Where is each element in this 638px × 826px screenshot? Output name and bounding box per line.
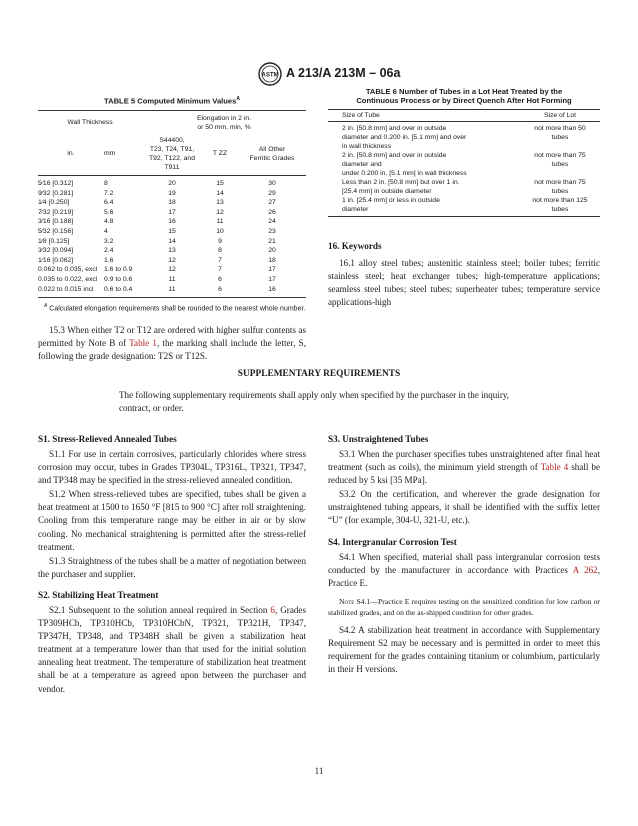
table-row — [38, 256, 306, 266]
table-cell-size: 2 in. [50.8 mm] and over in outside diameter and 0.200 in. [5.1 mm] and over in wall thickness — [342, 124, 467, 150]
table-cell: 17 — [268, 275, 276, 283]
s4-2: S4.2 A stabilization heat treatment in accordance with Supplementary Requirement S2 may be necessary and is permitted in order to meet this requirement for the grades containing titanium or columbium, particularly in their H versions. — [328, 624, 600, 675]
supplementary-intro: The following supplementary requirements shall apply only when specified by the purchaser in the inquiry, contract, or order. — [119, 390, 510, 414]
table-cell: 11 — [168, 285, 176, 293]
link-table-1[interactable]: Table 1 — [129, 338, 157, 349]
link-a-262[interactable]: A 262 — [572, 564, 598, 575]
s1-heading: S1. Stress-Relieved Annealed Tubes — [38, 434, 177, 444]
astm-logo-icon — [258, 62, 282, 86]
table-cell: 19 — [168, 189, 176, 197]
table-row — [328, 178, 600, 196]
table-cell: 27 — [268, 199, 276, 207]
table-cell-lot: not more than 125 tubes — [532, 196, 588, 213]
header-tzz: T ZZ — [212, 150, 228, 158]
table-cell: 9 — [218, 237, 222, 245]
s4-note: Note S4.1—Practice E requires testing on the sensitized condition for low carbon or stabilized grades, and on the as-shipped condition for other grades. — [328, 596, 600, 617]
table-cell: 18 — [168, 199, 176, 207]
s2-heading: S2. Stabilizing Heat Treatment — [38, 589, 159, 600]
table-row — [38, 237, 306, 247]
table-cell: 13 — [216, 199, 224, 207]
table-cell: 20 — [168, 180, 176, 188]
table-cell-lot: not more than 50 tubes — [534, 124, 586, 141]
page-header — [0, 62, 638, 86]
table-cell: 11 — [216, 218, 224, 226]
table-cell: 5⁄16 [0.312] — [38, 180, 74, 188]
table-cell: 14 — [216, 189, 224, 197]
table-cell: 4.8 — [104, 218, 114, 226]
paragraph-15-3: 15.3 When either T2 or T12 are ordered with higher sulfur contents as permitted by Note B of Table 1, the marking shall include the letter, S, following the grade designation: T2S or T12S. — [38, 325, 307, 362]
table-row — [38, 198, 306, 208]
table-cell: 26 — [268, 208, 276, 216]
table-cell: 13 — [168, 247, 176, 255]
table-cell: 1⁄4 [0.250] — [38, 199, 70, 207]
table-5-footnote: $^A$ Calculated elongation requirements shall be rounded to the nearest whole number. — [44, 303, 306, 313]
table-6-grid — [328, 109, 600, 214]
table-row — [328, 196, 600, 214]
header-in: in. — [67, 150, 75, 158]
table-cell: 11 — [168, 275, 176, 283]
header-other-ferritic: All Other Ferritic Grades — [249, 146, 295, 163]
table-6-body — [328, 121, 600, 214]
table-6-caption: TABLE 6 Number of Tubes in a Lot Heat Treated by the Continuous Process or by Direct Quench After Hot Forming — [356, 87, 572, 106]
s1-3: S1.3 Straightness of the tubes shall be a matter of negotiation between the purchaser and supplier. — [38, 555, 306, 579]
table-cell: 24 — [268, 218, 276, 226]
table-5 — [38, 96, 306, 314]
table-cell: 20 — [268, 247, 276, 255]
table-cell: 0.022 to 0.015 incl — [38, 285, 94, 293]
table-cell: 3⁄16 [0.188] — [38, 218, 74, 226]
table-cell: 0.035 to 0.022, excl — [38, 275, 98, 283]
table-row — [328, 151, 600, 178]
table-cell: 3⁄32 [0.094] — [38, 247, 74, 255]
table-cell: 2.4 — [104, 247, 114, 255]
table-cell: 8 — [104, 180, 108, 188]
table-cell: 17 — [168, 208, 176, 216]
table-cell: 1⁄16 [0.062] — [38, 256, 74, 264]
table-cell-lot: not more than 75 tubes — [534, 151, 586, 168]
table-cell: 5⁄32 [0.156] — [38, 227, 74, 235]
s3-heading: S3. Unstraightened Tubes — [328, 434, 429, 444]
paragraph-16-1: 16.1 alloy steel tubes; austenitic stainless steel; boiler tubes; ferritic stainless steel; heat exchanger tubes; high-temperature applications; seamless steel tubes; steel tubes; superheater tubes; temperature service applications-high — [328, 258, 600, 308]
table-row — [38, 265, 306, 275]
table-row — [38, 285, 306, 295]
table-5-grid — [38, 110, 306, 294]
supplementary-title: SUPPLEMENTARY REQUIREMENTS — [237, 369, 401, 379]
table-cell: 8 — [218, 247, 222, 255]
table-cell-lot: not more than 75 tubes — [534, 178, 586, 195]
table-row — [38, 227, 306, 237]
table-cell: 10 — [216, 227, 224, 235]
table-cell: 12 — [168, 256, 176, 264]
header-mm: mm — [104, 150, 116, 158]
table-cell: 23 — [268, 227, 276, 235]
table-cell: 7 — [218, 256, 222, 264]
svg-text:ASTM: ASTM — [261, 72, 279, 79]
header-size-of-lot: Size of Lot — [543, 111, 577, 119]
table-row — [328, 121, 600, 151]
s3-2: S3.2 On the certification, and wherever the grade designation for unstraightened tubing appears, it shall be identified with the suffix letter “U” (for example, 304-U, 321-U, etc.). — [328, 489, 600, 526]
table-row — [38, 217, 306, 227]
s4-heading: S4. Intergranular Corrosion Test — [328, 536, 457, 547]
table-cell: 9⁄32 [0.281] — [38, 189, 74, 197]
right-column — [328, 434, 600, 676]
s4-1: S4.1 When specified, material shall pass intergranular corrosion tests conducted by the manufacturer in accordance with Practices A 262, Practice E. — [328, 551, 601, 588]
table-cell: 5.6 — [104, 208, 114, 216]
link-table-4[interactable]: Table 4 — [540, 462, 569, 473]
table-row — [38, 189, 306, 199]
table-5-body — [38, 176, 306, 295]
table-cell: 1.6 — [104, 256, 114, 264]
table-cell: 12 — [168, 266, 176, 274]
header-elongation: Elongation in 2 in. or 50 mm, min, % — [196, 115, 252, 132]
table-row — [38, 275, 306, 285]
table-cell-size: 2 in. [50.8 mm] and over in outside diameter and under 0.200 in. [5.1 mm] in wall thickness — [342, 151, 467, 177]
table-cell: 1.6 to 0.9 — [104, 266, 133, 274]
table-cell: 0.6 to 0.4 — [104, 285, 133, 293]
table-cell-size: 1 in. [25.4 mm] or less in outside diameter — [342, 196, 440, 213]
table-cell: 0.062 to 0.035, excl — [38, 266, 98, 274]
table-cell: 17 — [268, 266, 276, 274]
table-cell: 7 — [218, 266, 222, 274]
document-title: A 213/A 213M – 06a — [286, 66, 401, 80]
left-column — [38, 434, 306, 696]
s3-1: S3.1 When the purchaser specifies tubes unstraightened after final heat treatment (such as coils), the minimum yield strength of Table 4 shall be reduced by 5 ksi [35 MPa]. — [328, 449, 601, 486]
table-cell: 15 — [168, 227, 176, 235]
page-number: 11 — [314, 766, 324, 776]
table-cell: 6 — [218, 275, 222, 283]
s2-1: S2.1 Subsequent to the solution anneal required in Section 6, Grades TP309HCb, TP310HCb, TP310HCbN, TP321, TP321H, TP347, TP347H, TP348, and TP348H shall be given a stabilization heat treatment at a temperature lower than that used for the initial solution annealing heat treatment. The temperature of stabilization heat treatment shall be at a temperature as agreed upon between the purchaser and vendor. — [38, 604, 306, 694]
table-cell: 21 — [268, 237, 276, 245]
table-cell: 18 — [268, 256, 276, 264]
header-s44400: S44400, T23, T24, T91, T92, T122, and T911 — [149, 137, 195, 172]
s1-1: S1.1 For use in certain corrosives, particularly chlorides where stress corrosion may occur, tubes in Grades TP304L, TP316L, TP321, TP347, and TP348 may be specified in the stress-relieved annealed condition. — [38, 449, 306, 486]
table-cell: 7.2 — [104, 189, 114, 197]
table-cell: 6.4 — [104, 199, 114, 207]
table-cell: 16 — [168, 218, 176, 226]
table-cell: 0.9 to 0.6 — [104, 275, 133, 283]
table-cell: 7⁄32 [0.219] — [38, 208, 74, 216]
table-cell: 12 — [216, 208, 224, 216]
header-wall-thickness: Wall Thickness — [67, 119, 113, 127]
table-6 — [328, 87, 600, 217]
table-cell: 14 — [168, 237, 176, 245]
table-cell: 16 — [268, 285, 276, 293]
s1-2: S1.2 When stress-relieved tubes are specified, tubes shall be given a heat treatment at 1500 to 1650 °F [815 to 900 °C] after roll straightening. Cooling from this temperature range may be either in air or by slow cooling. No mechanical straightening is permitted after the stress-relief treatment. — [38, 489, 306, 552]
link-section-6[interactable]: 6 — [270, 604, 275, 615]
table-row — [38, 208, 306, 218]
table-row — [38, 246, 306, 256]
table-cell: 3.2 — [104, 237, 114, 245]
table-cell: 1⁄8 [0.125] — [38, 237, 70, 245]
table-row — [38, 176, 306, 189]
table-cell: 4 — [104, 227, 108, 235]
table-cell: 29 — [268, 189, 276, 197]
table-cell: 15 — [216, 180, 224, 188]
header-size-of-tube: Size of Tube — [342, 111, 380, 119]
section-16-heading: 16. Keywords — [328, 241, 382, 251]
table-cell: 30 — [268, 180, 276, 188]
table-cell: 6 — [218, 285, 222, 293]
table-5-caption: TABLE 5 Computed Minimum Values$^A$ — [104, 96, 240, 106]
table-cell-size: Less than 2 in. [50.8 mm] but over 1 in. [25.4 mm] in outside diameter — [342, 178, 460, 195]
